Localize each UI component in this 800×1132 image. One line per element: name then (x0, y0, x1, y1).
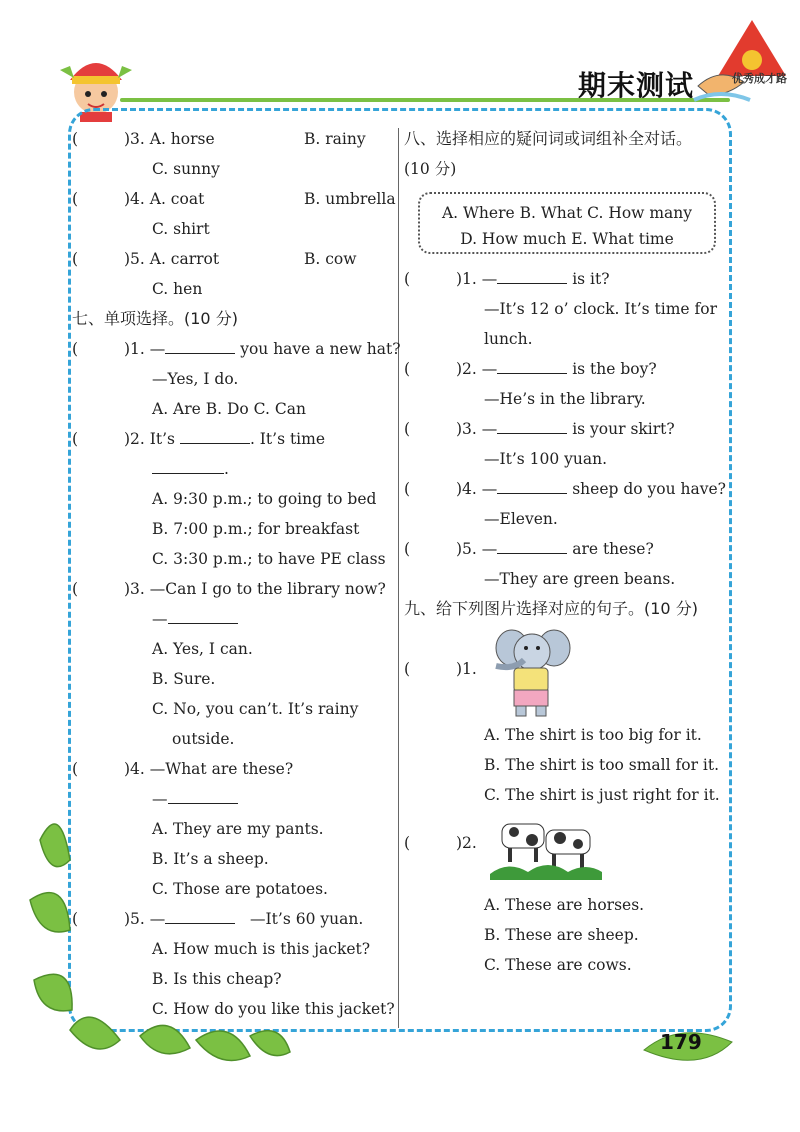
section-7-heading: 七、单项选择。(10 分) (72, 309, 238, 328)
section-8-heading: 八、选择相应的疑问词或词组补全对话。 (404, 129, 693, 148)
question-continuation: — (72, 784, 392, 814)
brand-logo (690, 16, 790, 106)
picture-question-row: ( )1. (404, 624, 726, 720)
option-text: C. 3:30 p.m.; to have PE class (152, 550, 386, 568)
elephant-in-shirt-image (484, 626, 574, 718)
answer-text: —They are green beans. (484, 570, 676, 588)
question-row: ( )4. —What are these? (72, 760, 294, 778)
answer-text: —It’s 100 yuan. (484, 450, 608, 468)
question-continuation: — (72, 604, 392, 634)
answer-blank[interactable] (152, 457, 224, 474)
question-row: ( )3. — is your skirt? (404, 414, 726, 444)
section-9-heading: 九、给下列图片选择对应的句子。(10 分) (404, 599, 698, 618)
page-number: 179 (660, 1030, 702, 1054)
question-row: ( )2. It’s . It’s time (72, 424, 392, 454)
answer-blank[interactable] (497, 417, 567, 434)
answer-blank[interactable] (497, 477, 567, 494)
question-row: ( )4. A. coat B. umbrella (72, 190, 396, 208)
page-title: 期末测试 (578, 69, 695, 102)
answer-text: —It’s 12 o’ clock. It’s time for (484, 300, 718, 318)
answer-blank[interactable] (165, 337, 235, 354)
word-bank-row: A. Where B. What C. How many (441, 204, 693, 222)
option-text: C. How do you like this jacket? (152, 1000, 395, 1018)
answer-text: —He’s in the library. (484, 390, 646, 408)
option-text: B. It’s a sheep. (152, 850, 269, 868)
answer-blank[interactable] (165, 907, 235, 924)
question-row: ( )5. A. carrot B. cow (72, 250, 357, 268)
option-text: A. Are B. Do C. Can (152, 400, 306, 418)
option-text: B. The shirt is too small for it. (484, 756, 720, 774)
option-text: outside. (172, 730, 235, 748)
answer-blank[interactable] (497, 537, 567, 554)
option-text: C. Those are potatoes. (152, 880, 328, 898)
option-text: B. These are sheep. (484, 926, 639, 944)
option-text: C. These are cows. (484, 956, 632, 974)
answer-blank[interactable] (497, 267, 567, 284)
answer-blank[interactable] (168, 607, 238, 624)
option-text: C. hen (152, 280, 203, 298)
option-text: A. 9:30 p.m.; to going to bed (152, 490, 377, 508)
word-bank-row: D. How much E. What time (460, 230, 674, 248)
option-text: A. They are my pants. (152, 820, 324, 838)
option-text: B. Sure. (152, 670, 216, 688)
question-row: ( )1. — is it? (404, 264, 726, 294)
cows-image (488, 814, 604, 882)
question-row: ( )5. — are these? (404, 534, 726, 564)
option-text: C. shirt (152, 220, 210, 238)
left-column (72, 124, 401, 1024)
question-row: ( )5. — —It’s 60 yuan. (72, 904, 392, 934)
answer-text: —Yes, I do. (152, 370, 239, 388)
question-row: ( )1. — you have a new hat? (72, 334, 392, 364)
option-text: B. 7:00 p.m.; for breakfast (152, 520, 360, 538)
option-text: A. These are horses. (484, 896, 645, 914)
right-column (404, 124, 726, 980)
question-row: ( )2. — is the boy? (404, 354, 726, 384)
answer-blank[interactable] (168, 787, 238, 804)
question-continuation: . (72, 454, 392, 484)
question-row: ( )4. — sheep do you have? (404, 474, 726, 504)
option-text: C. No, you can’t. It’s rainy (152, 700, 359, 718)
answer-text: —Eleven. (484, 510, 558, 528)
picture-question-row: ( )2. (404, 810, 726, 890)
word-bank-box (418, 192, 716, 254)
option-text: A. How much is this jacket? (152, 940, 371, 958)
option-text: A. Yes, I can. (152, 640, 253, 658)
question-row: ( )3. A. horse B. rainy (72, 130, 366, 148)
answer-blank[interactable] (180, 427, 250, 444)
question-row: ( )3. —Can I go to the library now? (72, 580, 386, 598)
column-divider (398, 128, 399, 1028)
option-text: A. The shirt is too big for it. (484, 726, 702, 744)
answer-blank[interactable] (497, 357, 567, 374)
option-text: C. The shirt is just right for it. (484, 786, 720, 804)
section-8-points: (10 分) (404, 160, 457, 178)
option-text: C. sunny (152, 160, 220, 178)
answer-text: lunch. (484, 330, 533, 348)
brand-name: 优秀成才路 (732, 72, 787, 85)
option-text: B. Is this cheap? (152, 970, 282, 988)
